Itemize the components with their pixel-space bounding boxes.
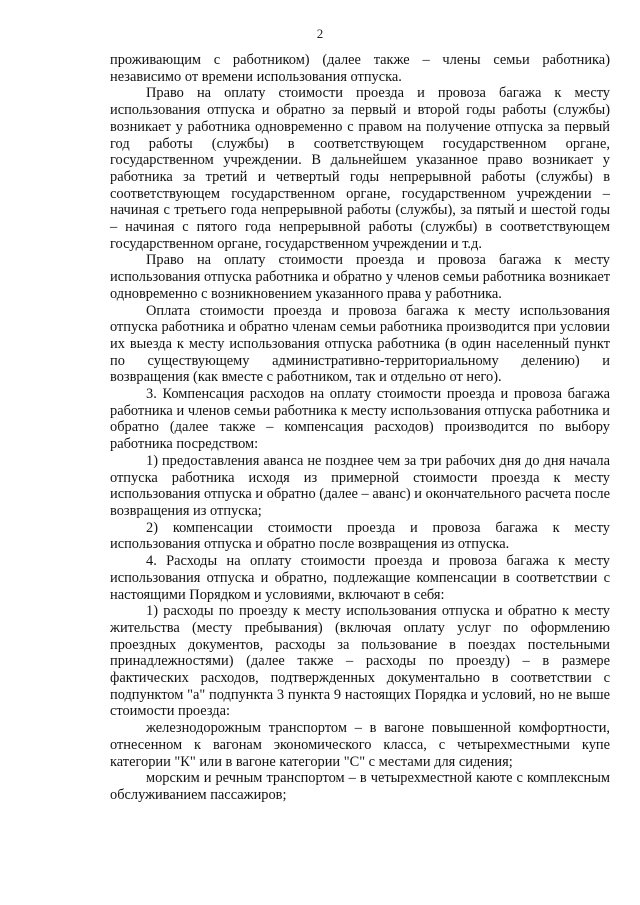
paragraph: Право на оплату стоимости проезда и провоза багажа к месту использования отпуска и обратно за первый и второй годы работы (службы) возникает у работника одновременно с правом на получение отпуска за первый год работы (службы) в соответствующем государственном органе, государственном учреждении. В дальнейшем указанное право возникает у работника за третий и четвертый годы непрерывной работы (службы) в соответствующем государственном органе, государственном учреждении – начиная с третьего года непрерывной работы (службы), за пятый и шестой годы – начиная с пятого года непрерывной работы (службы) в соответствующем государственном органе, государственном учреждении и т.д. [110,85,610,252]
paragraph: 1) предоставления аванса не позднее чем за три рабочих дня до дня начала отпуска работника исходя из примерной стоимости проезда к месту использования отпуска и обратно (далее – аванс) и окончательного расчета после возвращения из отпуска; [110,452,610,519]
paragraph: Оплата стоимости проезда и провоза багажа к месту использования отпуска работника и обратно членам семьи работника производится при условии их выезда к месту использования отпуска работника (в один населенный пункт по существующему административно-территориальному делению) и возвращения (как вместе с работником, так и отдельно от него). [110,302,610,386]
paragraph: 4. Расходы на оплату стоимости проезда и провоза багажа к месту использования отпуска и обратно, подлежащие компенсации в соответствии с настоящими Порядком и условиями, включают в себя: [110,553,610,603]
paragraph: железнодорожным транспортом – в вагоне повышенной комфортности, отнесенном к вагонам экономического класса, с четырехместными купе категории "К" или в вагоне категории "С" с местами для сидения; [110,720,610,770]
page-number: 2 [316,26,324,41]
paragraph: 2) компенсации стоимости проезда и провоза багажа к месту использования отпуска и обратно после возвращения из отпуска. [110,519,610,553]
document-body [110,52,610,804]
paragraph: 3. Компенсация расходов на оплату стоимости проезда и провоза багажа работника и членов семьи работника к месту использования отпуска работника и обратно (далее также – компенсация расходов) производится по выбору работника посредством: [110,386,610,453]
paragraph: Право на оплату стоимости проезда и провоза багажа к месту использования отпуска работника и обратно у членов семьи работника возникает одновременно с возникновением указанного права у работника. [110,252,610,302]
paragraph: 1) расходы по проезду к месту использования отпуска и обратно к месту жительства (месту пребывания) (включая оплату услуг по оформлению проездных документов, расходы за пользование в поездах постельными принадлежностями) (далее также – расходы по проезду) – в размере фактических расходов, подтвержденных документально в соответствии с подпунктом "а" подпункта 3 пункта 9 настоящих Порядка и условий, но не выше стоимости проезда: [110,603,610,720]
paragraph: проживающим с работником) (далее также – члены семьи работника) независимо от времени использования отпуска. [110,52,610,85]
paragraph: морским и речным транспортом – в четырехместной каюте с комплексным обслуживанием пассажиров; [110,770,610,803]
